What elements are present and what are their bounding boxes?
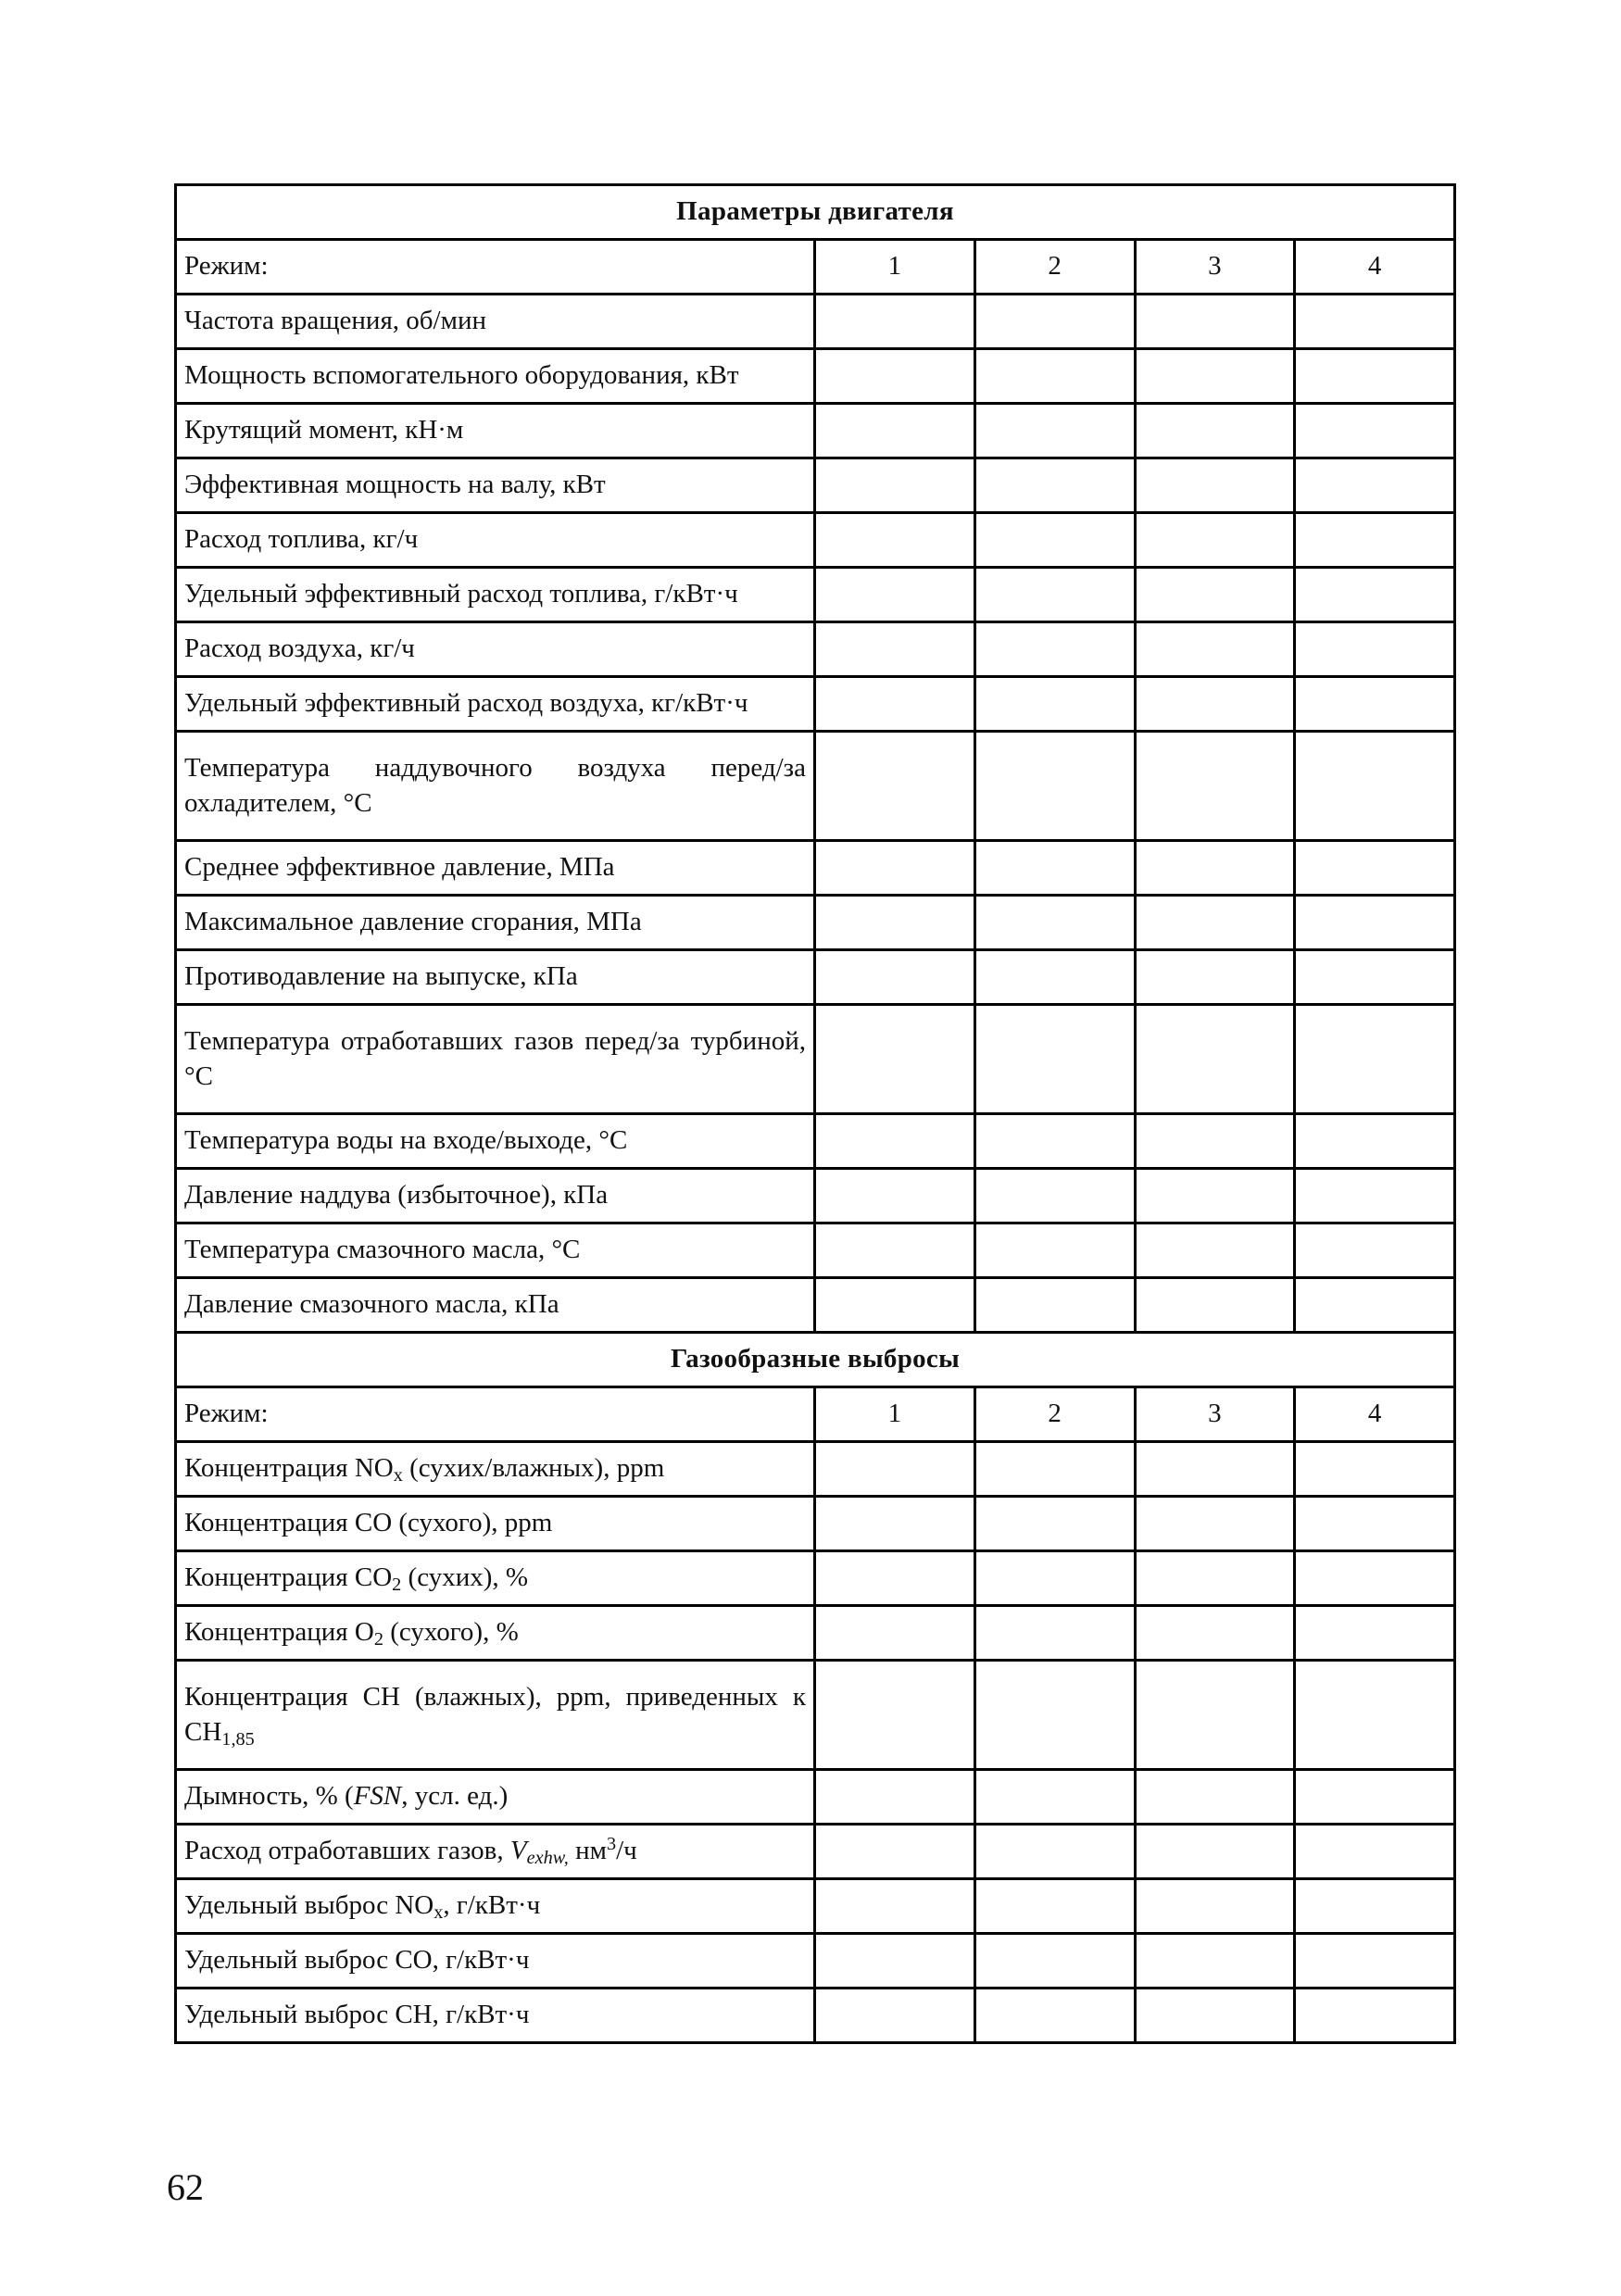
row-label: Эффективная мощность на валу, кВт bbox=[176, 458, 815, 513]
mode-number: 2 bbox=[974, 240, 1135, 295]
value-cell bbox=[974, 896, 1135, 950]
row-label: Концентрация $СО_2$ (сухих), % bbox=[176, 1551, 815, 1606]
value-cell bbox=[974, 1989, 1135, 2043]
value-cell bbox=[974, 1114, 1135, 1169]
value-cell bbox=[1295, 1934, 1455, 1989]
value-cell bbox=[1295, 1606, 1455, 1661]
value-cell bbox=[1135, 1606, 1295, 1661]
row-label: Концентрация СО (сухого), ppm bbox=[176, 1497, 815, 1551]
value-cell bbox=[1135, 677, 1295, 732]
value-cell bbox=[815, 1934, 975, 1989]
value-cell bbox=[1135, 1278, 1295, 1333]
value-cell bbox=[1135, 513, 1295, 568]
value-cell bbox=[1295, 295, 1455, 349]
row-label: Мощность вспомогательного оборудования, кВт bbox=[176, 349, 815, 404]
row-label: Температура воды на входе/выходе, °С bbox=[176, 1114, 815, 1169]
value-cell bbox=[1135, 1223, 1295, 1278]
row-label: Концентрация $О_2$ (сухого), % bbox=[176, 1606, 815, 1661]
value-cell bbox=[815, 295, 975, 349]
value-cell bbox=[815, 1770, 975, 1825]
value-cell bbox=[1295, 1005, 1455, 1114]
table-row bbox=[176, 1497, 1455, 1551]
value-cell bbox=[815, 1169, 975, 1223]
row-label: Частота вращения, об/мин bbox=[176, 295, 815, 349]
value-cell bbox=[1295, 404, 1455, 458]
value-cell bbox=[1135, 349, 1295, 404]
value-cell bbox=[1295, 458, 1455, 513]
table-row bbox=[176, 1551, 1455, 1606]
value-cell bbox=[974, 513, 1135, 568]
value-cell bbox=[1295, 1551, 1455, 1606]
value-cell bbox=[1135, 622, 1295, 677]
value-cell bbox=[815, 1005, 975, 1114]
value-cell bbox=[815, 513, 975, 568]
value-cell bbox=[815, 1989, 975, 2043]
value-cell bbox=[1295, 1825, 1455, 1879]
value-cell bbox=[974, 1278, 1135, 1333]
row-label: Удельный выброс СО, г/кВт·ч bbox=[176, 1934, 815, 1989]
value-cell bbox=[1135, 841, 1295, 896]
value-cell bbox=[815, 950, 975, 1005]
mode-row bbox=[176, 240, 1455, 295]
table-row bbox=[176, 1661, 1455, 1770]
table-row bbox=[176, 1989, 1455, 2043]
value-cell bbox=[1295, 896, 1455, 950]
table-row bbox=[176, 1114, 1455, 1169]
row-label: Противодавление на выпуске, кПа bbox=[176, 950, 815, 1005]
value-cell bbox=[815, 1825, 975, 1879]
value-cell bbox=[974, 1005, 1135, 1114]
value-cell bbox=[1135, 458, 1295, 513]
value-cell bbox=[1295, 677, 1455, 732]
section-title-engine: Параметры двигателя bbox=[176, 185, 1455, 240]
value-cell bbox=[1135, 1770, 1295, 1825]
row-label: Удельный эффективный расход воздуха, кг/кВт·ч bbox=[176, 677, 815, 732]
row-label: Дымность, % (FSN, усл. ед.) bbox=[176, 1770, 815, 1825]
row-label: Давление наддува (избыточное), кПа bbox=[176, 1169, 815, 1223]
value-cell bbox=[974, 1223, 1135, 1278]
value-cell bbox=[815, 841, 975, 896]
table-row bbox=[176, 458, 1455, 513]
row-label: Температура отработавших газов перед/за турбиной, °С bbox=[176, 1005, 815, 1114]
value-cell bbox=[1295, 950, 1455, 1005]
value-cell bbox=[1295, 349, 1455, 404]
value-cell bbox=[1135, 568, 1295, 622]
table-row bbox=[176, 1770, 1455, 1825]
section-header-row bbox=[176, 185, 1455, 240]
value-cell bbox=[1295, 568, 1455, 622]
value-cell bbox=[1135, 950, 1295, 1005]
value-cell bbox=[974, 1442, 1135, 1497]
value-cell bbox=[1135, 1934, 1295, 1989]
value-cell bbox=[815, 677, 975, 732]
value-cell bbox=[815, 1223, 975, 1278]
value-cell bbox=[974, 1551, 1135, 1606]
mode-number: 4 bbox=[1295, 240, 1455, 295]
value-cell bbox=[1135, 896, 1295, 950]
table-row bbox=[176, 677, 1455, 732]
value-cell bbox=[974, 1169, 1135, 1223]
row-label: Расход отработавших газов, $V_{exhw,}$ $нм^3/ч$ bbox=[176, 1825, 815, 1879]
value-cell bbox=[815, 404, 975, 458]
value-cell bbox=[1295, 1989, 1455, 2043]
mode-label: Режим: bbox=[176, 240, 815, 295]
table-row bbox=[176, 513, 1455, 568]
value-cell bbox=[1135, 1169, 1295, 1223]
row-label: Концентрация СН (влажных), ppm, приведенных к $СН_{1,85}$ bbox=[176, 1661, 815, 1770]
table-row bbox=[176, 1934, 1455, 1989]
value-cell bbox=[1135, 1825, 1295, 1879]
value-cell bbox=[815, 568, 975, 622]
table-row bbox=[176, 1442, 1455, 1497]
value-cell bbox=[974, 458, 1135, 513]
value-cell bbox=[815, 1114, 975, 1169]
value-cell bbox=[1135, 1989, 1295, 2043]
table-row bbox=[176, 1825, 1455, 1879]
value-cell bbox=[1135, 732, 1295, 841]
value-cell bbox=[974, 1497, 1135, 1551]
value-cell bbox=[1135, 404, 1295, 458]
value-cell bbox=[815, 1442, 975, 1497]
value-cell bbox=[974, 1879, 1135, 1934]
mode-number: 3 bbox=[1135, 1387, 1295, 1442]
value-cell bbox=[974, 1770, 1135, 1825]
value-cell bbox=[1295, 1278, 1455, 1333]
row-label: Среднее эффективное давление, МПа bbox=[176, 841, 815, 896]
value-cell bbox=[974, 732, 1135, 841]
value-cell bbox=[974, 1606, 1135, 1661]
table-row bbox=[176, 1223, 1455, 1278]
value-cell bbox=[1295, 1879, 1455, 1934]
mode-number: 4 bbox=[1295, 1387, 1455, 1442]
value-cell bbox=[815, 458, 975, 513]
table-row bbox=[176, 896, 1455, 950]
row-label: Крутящий момент, кН·м bbox=[176, 404, 815, 458]
value-cell bbox=[974, 950, 1135, 1005]
row-label: Расход воздуха, кг/ч bbox=[176, 622, 815, 677]
value-cell bbox=[815, 1661, 975, 1770]
value-cell bbox=[1295, 1770, 1455, 1825]
table-row bbox=[176, 1005, 1455, 1114]
value-cell bbox=[974, 841, 1135, 896]
page-number: 62 bbox=[167, 2166, 204, 2208]
row-label: Концентрация $NO_x$ (сухих/влажных), ppm bbox=[176, 1442, 815, 1497]
value-cell bbox=[815, 732, 975, 841]
mode-number: 1 bbox=[815, 1387, 975, 1442]
value-cell bbox=[815, 1551, 975, 1606]
table-row bbox=[176, 622, 1455, 677]
value-cell bbox=[1135, 1497, 1295, 1551]
value-cell bbox=[815, 349, 975, 404]
value-cell bbox=[815, 896, 975, 950]
row-label: Температура смазочного масла, °С bbox=[176, 1223, 815, 1278]
value-cell bbox=[1135, 295, 1295, 349]
value-cell bbox=[815, 1278, 975, 1333]
mode-number: 3 bbox=[1135, 240, 1295, 295]
value-cell bbox=[1135, 1442, 1295, 1497]
table-row bbox=[176, 404, 1455, 458]
table-row bbox=[176, 1606, 1455, 1661]
value-cell bbox=[974, 622, 1135, 677]
value-cell bbox=[1295, 1442, 1455, 1497]
value-cell bbox=[1295, 513, 1455, 568]
table-row bbox=[176, 1169, 1455, 1223]
table-row bbox=[176, 950, 1455, 1005]
value-cell bbox=[1295, 1169, 1455, 1223]
value-cell bbox=[815, 1606, 975, 1661]
table-row bbox=[176, 1278, 1455, 1333]
value-cell bbox=[1295, 1661, 1455, 1770]
value-cell bbox=[1135, 1005, 1295, 1114]
value-cell bbox=[1295, 1114, 1455, 1169]
value-cell bbox=[1295, 732, 1455, 841]
table-row bbox=[176, 732, 1455, 841]
value-cell bbox=[1135, 1114, 1295, 1169]
table-row bbox=[176, 295, 1455, 349]
table-row bbox=[176, 841, 1455, 896]
mode-number: 1 bbox=[815, 240, 975, 295]
value-cell bbox=[1295, 1497, 1455, 1551]
data-table bbox=[174, 183, 1456, 2044]
section-title-emissions: Газообразные выбросы bbox=[176, 1333, 1455, 1387]
row-label: Максимальное давление сгорания, МПа bbox=[176, 896, 815, 950]
value-cell bbox=[1135, 1551, 1295, 1606]
value-cell bbox=[1295, 841, 1455, 896]
value-cell bbox=[1135, 1879, 1295, 1934]
value-cell bbox=[974, 1934, 1135, 1989]
mode-label: Режим: bbox=[176, 1387, 815, 1442]
value-cell bbox=[815, 1497, 975, 1551]
value-cell bbox=[1295, 622, 1455, 677]
value-cell bbox=[974, 568, 1135, 622]
row-label: Удельный выброс СН, г/кВт·ч bbox=[176, 1989, 815, 2043]
table-row bbox=[176, 349, 1455, 404]
value-cell bbox=[1295, 1223, 1455, 1278]
value-cell bbox=[974, 1825, 1135, 1879]
row-label: Расход топлива, кг/ч bbox=[176, 513, 815, 568]
row-label: Удельный эффективный расход топлива, г/кВт·ч bbox=[176, 568, 815, 622]
value-cell bbox=[974, 677, 1135, 732]
value-cell bbox=[974, 404, 1135, 458]
value-cell bbox=[974, 349, 1135, 404]
table-row bbox=[176, 568, 1455, 622]
value-cell bbox=[974, 1661, 1135, 1770]
row-label: Температура наддувочного воздуха перед/за охладителем, °С bbox=[176, 732, 815, 841]
row-label: Удельный выброс $NO_x$, г/кВт·ч bbox=[176, 1879, 815, 1934]
value-cell bbox=[1135, 1661, 1295, 1770]
mode-row bbox=[176, 1387, 1455, 1442]
row-label: Давление смазочного масла, кПа bbox=[176, 1278, 815, 1333]
value-cell bbox=[815, 622, 975, 677]
section-header-row bbox=[176, 1333, 1455, 1387]
mode-number: 2 bbox=[974, 1387, 1135, 1442]
value-cell bbox=[815, 1879, 975, 1934]
table-row bbox=[176, 1879, 1455, 1934]
value-cell bbox=[974, 295, 1135, 349]
